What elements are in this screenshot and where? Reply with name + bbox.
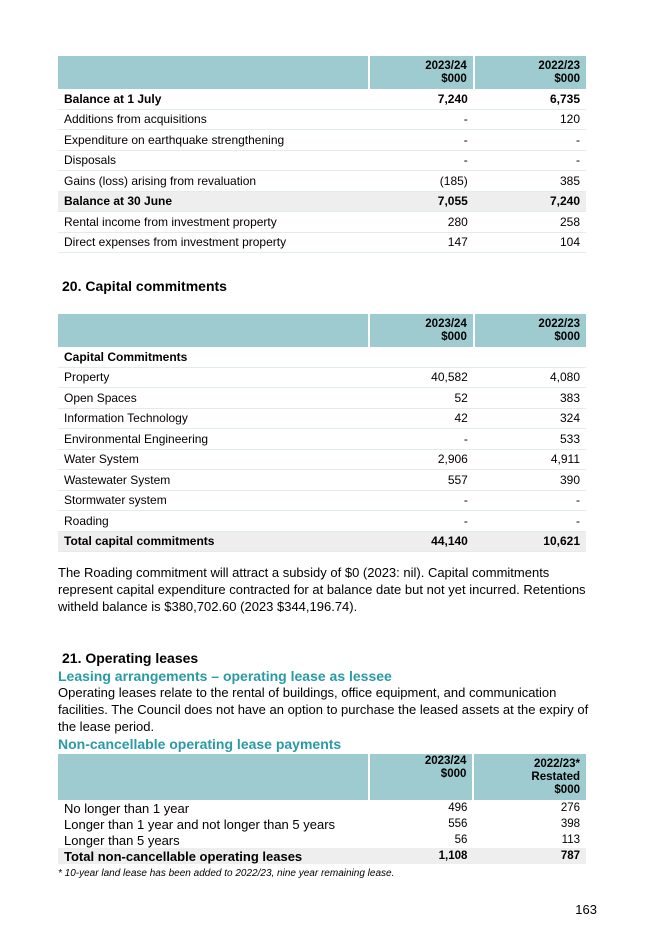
table-row: Environmental Engineering - 533 <box>58 429 586 450</box>
section-20-title: 20. Capital commitments <box>62 278 227 294</box>
table-row: Direct expenses from investment property 147 104 <box>58 232 586 253</box>
col-2023-24: 2023/24 $000 <box>369 56 474 89</box>
col-2023-24: 2023/24 $000 <box>369 314 474 347</box>
col-2022-23: 2022/23 $000 <box>474 314 586 347</box>
table-row: Rental income from investment property 280 258 <box>58 212 586 233</box>
table-row: Additions from acquisitions - 120 <box>58 109 586 130</box>
table-row: Gains (loss) arising from revaluation (185) 385 <box>58 171 586 192</box>
lease-footnote: * 10-year land lease has been added to 2022/23, nine year remaining lease. <box>58 868 395 879</box>
table-group-label: Capital Commitments <box>58 347 586 367</box>
table-header <box>58 314 586 347</box>
table-row: Water System 2,906 4,911 <box>58 449 586 470</box>
table-row-total: Total non-cancellable operating leases 1,108 787 <box>58 848 586 864</box>
lease-payments-subtitle: Non-cancellable operating lease payments <box>58 736 342 752</box>
col-2022-23-restated: 2022/23* Restated $000 <box>473 754 586 800</box>
table-row: Wastewater System 557 390 <box>58 470 586 491</box>
capital-commitments-note: The Roading commitment will attract a subsidy of $0 (2023: nil). Capital commitments represent capital expenditure contracted for at balance date but not yet incurred. Retentions witheld balance is $380,702.60 (2023 $344,196.74). <box>58 565 586 614</box>
table-row: Longer than 5 years 56 113 <box>64 832 580 848</box>
investment-property-table <box>58 56 586 253</box>
table-row: No longer than 1 year 496 276 <box>64 800 580 816</box>
table-row: Open Spaces 52 383 <box>58 388 586 409</box>
operating-leases-table <box>58 754 586 864</box>
operating-leases-paragraph: Operating leases relate to the rental of buildings, office equipment, and communication facilities. The Council does not have an option to purchase the leased assets at the expiry of the lease period. <box>58 685 589 734</box>
table-row-total: Total capital commitments 44,140 10,621 <box>58 531 586 552</box>
capital-commitments-table <box>58 314 586 552</box>
col-2022-23: 2022/23 $000 <box>474 56 586 89</box>
table-row: Disposals - - <box>58 150 586 171</box>
section-21-title: 21. Operating leases <box>62 650 199 666</box>
table-row: Stormwater system - - <box>58 490 586 511</box>
col-2023-24: 2023/24 $000 <box>369 754 474 800</box>
page-number: 163 <box>575 902 597 917</box>
table-row: Balance at 1 July 7,240 6,735 <box>58 89 586 109</box>
leasing-arrangements-subtitle: Leasing arrangements – operating lease as lessee <box>58 668 392 684</box>
table-row-total: Balance at 30 June 7,055 7,240 <box>58 191 586 212</box>
table-header <box>58 754 586 800</box>
table-row: Information Technology 42 324 <box>58 408 586 429</box>
table-row: Roading - - <box>58 511 586 532</box>
table-row: Expenditure on earthquake strengthening - - <box>58 130 586 151</box>
table-header <box>58 56 586 89</box>
table-row: Property 40,582 4,080 <box>58 367 586 388</box>
table-row: Longer than 1 year and not longer than 5 years 556 398 <box>64 816 580 832</box>
